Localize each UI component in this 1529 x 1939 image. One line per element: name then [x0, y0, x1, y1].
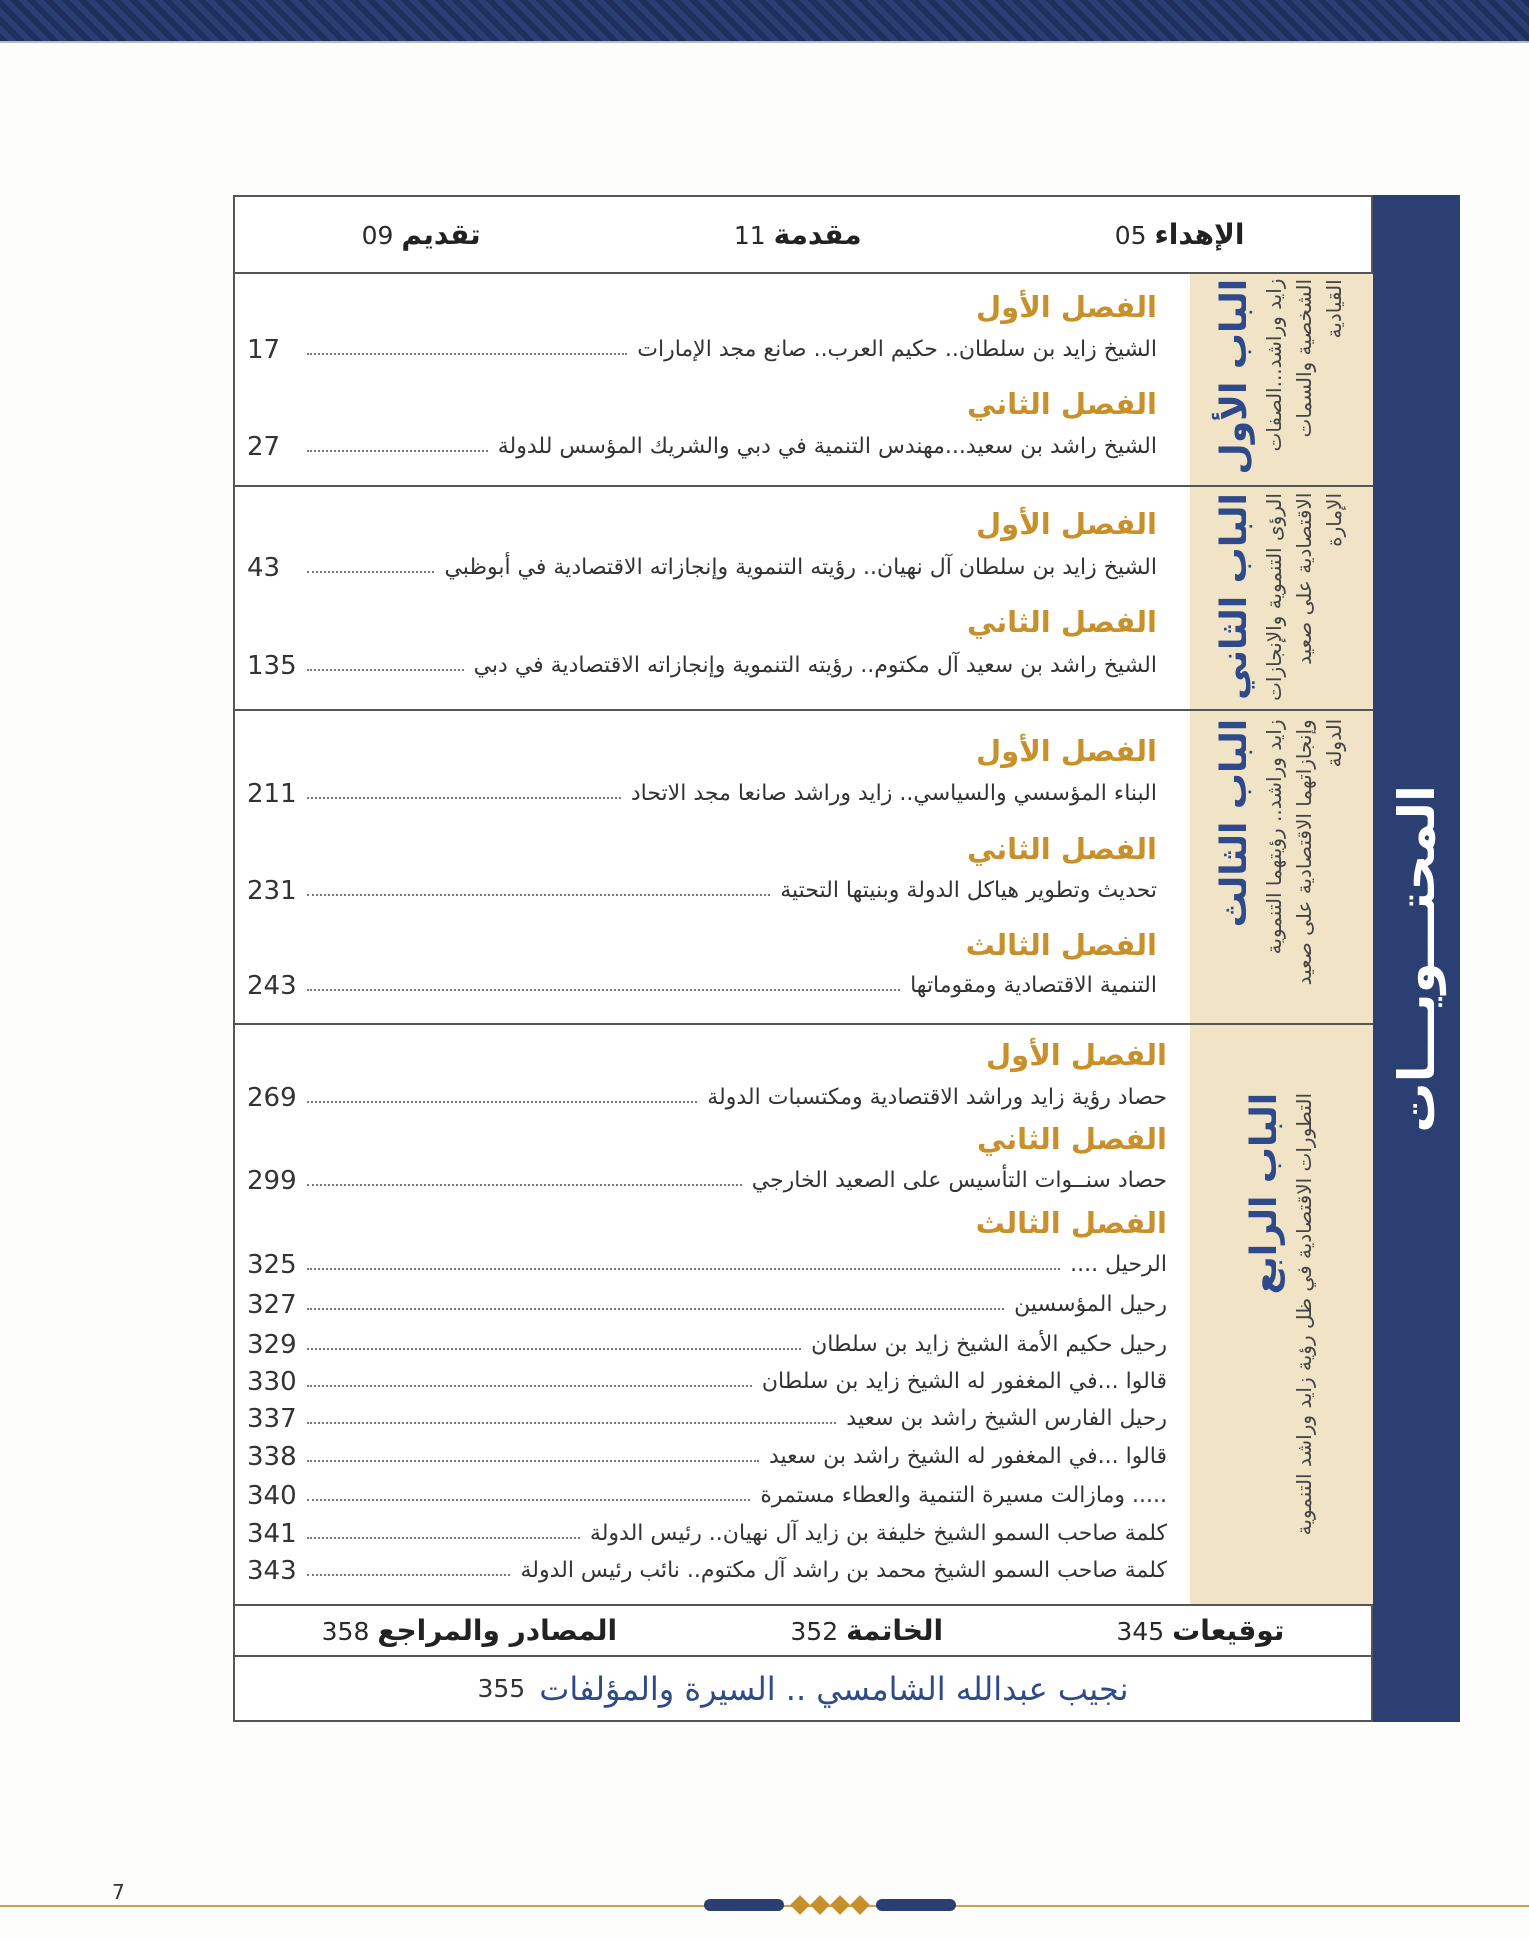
- dot-leader: [307, 1308, 1004, 1310]
- toc-entry[interactable]: [247, 1476, 1167, 1516]
- entry-page: 231: [247, 876, 297, 906]
- chapter-heading: الفصل الأول: [976, 734, 1157, 768]
- entry-page: 343: [247, 1556, 297, 1586]
- entry-title: الشيخ زايد بن سلطان آل نهيان.. رؤيته التنموية وإنجازاته الاقتصادية في أبوظبي: [444, 555, 1157, 580]
- entry-page: 340: [247, 1481, 297, 1511]
- chapter-heading: الفصل الأول: [986, 1038, 1167, 1072]
- dot-leader: [307, 1101, 697, 1103]
- entry-title: رحيل حكيم الأمة الشيخ زايد بن سلطان: [811, 1332, 1167, 1357]
- entry-title: رحيل المؤسسين: [1014, 1292, 1167, 1317]
- toc-entry[interactable]: [247, 1551, 1167, 1591]
- chapter-heading: الفصل الثاني: [976, 1122, 1167, 1156]
- entry-page: 337: [247, 1404, 297, 1434]
- top-item[interactable]: تقديم 09: [361, 218, 481, 251]
- entry-title: حصاد رؤية زايد وراشد الاقتصادية ومكتسبات الدولة: [707, 1085, 1167, 1110]
- top-row: [235, 197, 1371, 272]
- contents-title: المحتـــويـــات: [1387, 784, 1446, 1133]
- dot-leader: [307, 797, 621, 799]
- entry-page: 325: [247, 1250, 297, 1280]
- entry-title: حصاد سنــوات التأسيس على الصعيد الخارجي: [751, 1168, 1167, 1193]
- bottom-item[interactable]: المصادر والمراجع 358: [321, 1614, 618, 1647]
- chapter-heading: الفصل الثاني: [966, 605, 1157, 639]
- top-item[interactable]: الإهداء 05: [1114, 218, 1245, 251]
- chapter-heading: الفصل الأول: [976, 507, 1157, 541]
- toc-entry[interactable]: [247, 1325, 1167, 1365]
- entry-title: كلمة صاحب السمو الشيخ خليفة بن زايد آل نهيان.. رئيس الدولة: [589, 1521, 1167, 1546]
- entry-page: 341: [247, 1519, 297, 1549]
- dot-leader: [307, 353, 627, 355]
- entry-title: ..... ومازالت مسيرة التنمية والعطاء مستمرة: [760, 1483, 1167, 1508]
- chapter-heading: الفصل الثالث: [965, 928, 1157, 962]
- entry-page: 135: [247, 651, 297, 681]
- toc-entry[interactable]: [247, 330, 1157, 370]
- part-label: [1190, 487, 1373, 709]
- entry-page: 17: [247, 335, 281, 365]
- toc-entry[interactable]: [247, 1161, 1167, 1201]
- entry-title: الرحيل ....: [1070, 1252, 1167, 1277]
- chapter-heading: الفصل الثاني: [966, 832, 1157, 866]
- dot-leader: [307, 1422, 836, 1424]
- part-subtitle: التطورات الاقتصادية في ظل رؤية زايد وراشد التنموية: [1292, 1093, 1316, 1536]
- entry-page: 243: [247, 971, 297, 1001]
- toc-entry[interactable]: [247, 548, 1157, 588]
- footer-ornament: [680, 1890, 980, 1920]
- entry-title: كلمة صاحب السمو الشيخ محمد بن راشد آل مكتوم.. نائب رئيس الدولة: [520, 1558, 1167, 1583]
- toc-entry[interactable]: [247, 966, 1157, 1006]
- part-label: [1190, 711, 1373, 1023]
- part-subtitle: زايد وراشد...الصفات الشخصية والسمات القيادية: [1262, 279, 1346, 453]
- entry-page: 211: [247, 779, 297, 809]
- dot-leader: [307, 1574, 510, 1576]
- part-title: الباب الثالث: [1214, 718, 1255, 928]
- entry-title: البناء المؤسسي والسياسي.. زايد وراشد صانعا مجد الاتحاد: [630, 781, 1157, 806]
- dot-leader: [307, 1385, 752, 1387]
- bottom-item[interactable]: توقيعات 345: [1116, 1614, 1285, 1647]
- top-item[interactable]: مقدمة 11: [733, 218, 862, 251]
- entry-title: قالوا ...في المغفور له الشيخ زايد بن سلطان: [761, 1369, 1167, 1394]
- dot-leader: [307, 1348, 801, 1350]
- entry-title: الشيخ راشد بن سعيد...مهندس التنمية في دبي والشريك المؤسس للدولة: [497, 434, 1157, 459]
- entry-page: 43: [247, 553, 281, 583]
- chapter-heading: الفصل الأول: [976, 290, 1157, 324]
- part-label: [1190, 1025, 1373, 1604]
- entry-page: 327: [247, 1290, 297, 1320]
- bottom-item[interactable]: الخاتمة 352: [790, 1614, 944, 1647]
- toc-entry[interactable]: [247, 1078, 1167, 1118]
- entry-title: رحيل الفارس الشيخ راشد بن سعيد: [846, 1406, 1167, 1431]
- page-number: 7: [112, 1880, 125, 1904]
- entry-page: 299: [247, 1166, 297, 1196]
- part-title: الباب الرابع: [1244, 1093, 1285, 1295]
- toc-entry[interactable]: [247, 1437, 1167, 1477]
- part-title: الباب الأول: [1214, 279, 1255, 475]
- dot-leader: [307, 450, 488, 452]
- dot-leader: [307, 894, 770, 896]
- dot-leader: [307, 1499, 750, 1501]
- entry-page: 330: [247, 1367, 297, 1397]
- entry-page: 27: [247, 432, 281, 462]
- top-pattern-banner: [0, 0, 1529, 43]
- dot-leader: [307, 1537, 580, 1539]
- toc-entry[interactable]: [247, 1285, 1167, 1325]
- entry-title: قالوا ...في المغفور له الشيخ راشد بن سعيد: [768, 1444, 1167, 1469]
- entry-title: الشيخ زايد بن سلطان.. حكيم العرب.. صانع مجد الإمارات: [637, 337, 1157, 362]
- part-subtitle: زايد وراشد.. رؤيتهما التنموية وإنجازاتهما الاقتصادية على صعيد الدولة: [1262, 718, 1346, 985]
- dot-leader: [307, 1460, 759, 1462]
- part-title: الباب الثاني: [1214, 492, 1255, 700]
- dot-leader: [307, 669, 464, 671]
- toc-entry[interactable]: [247, 774, 1157, 814]
- toc-entry[interactable]: [247, 1399, 1167, 1439]
- toc-entry[interactable]: [247, 1245, 1167, 1285]
- entry-title: التنمية الاقتصادية ومقوماتها: [910, 973, 1157, 998]
- chapter-heading: الفصل الثاني: [966, 387, 1157, 421]
- entry-title: الشيخ راشد بن سعيد آل مكتوم.. رؤيته التنموية وإنجازاته الاقتصادية في دبي: [473, 653, 1157, 678]
- author-row[interactable]: نجيب عبدالله الشامسي .. السيرة والمؤلفات 355: [477, 1669, 1129, 1708]
- entry-title: تحديث وتطوير هياكل الدولة وبنيتها التحتية: [780, 878, 1157, 903]
- entry-page: 338: [247, 1442, 297, 1472]
- toc-entry[interactable]: [247, 1362, 1167, 1402]
- entry-page: 329: [247, 1330, 297, 1360]
- part-label: [1190, 274, 1373, 485]
- toc-entry[interactable]: [247, 646, 1157, 686]
- toc-entry[interactable]: [247, 871, 1157, 911]
- dot-leader: [307, 989, 900, 991]
- dot-leader: [307, 571, 434, 573]
- toc-entry[interactable]: [247, 427, 1157, 467]
- chapter-heading: الفصل الثالث: [975, 1206, 1167, 1240]
- entry-page: 269: [247, 1083, 297, 1113]
- dot-leader: [307, 1268, 1060, 1270]
- dot-leader: [307, 1184, 742, 1186]
- part-subtitle: الرؤى التنموية والإنجازات الاقتصادية على صعيد الإمارة: [1262, 492, 1346, 701]
- toc-entry[interactable]: [247, 1514, 1167, 1554]
- bottom-row: [235, 1606, 1371, 1655]
